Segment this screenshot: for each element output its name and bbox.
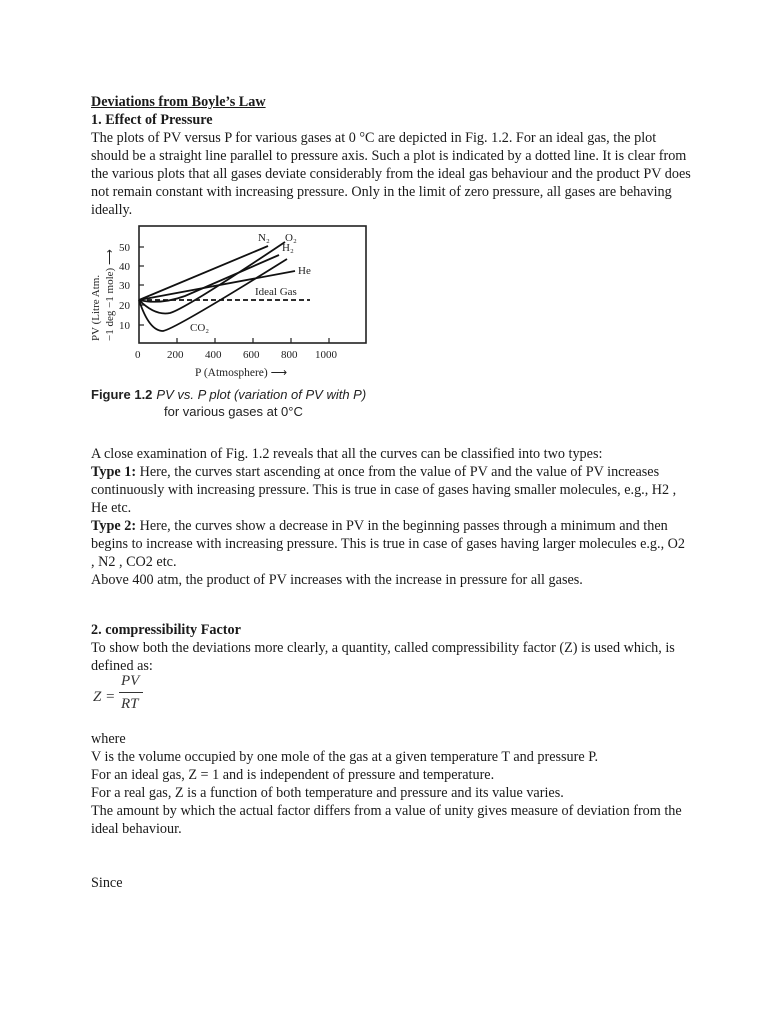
type2-text: Here, the curves show a decrease in PV in the beginning passes through a minimum and then begins to increase with increasing pressure. This is true in case of gases having larger molecules e.g., O2 , N2 , CO2 etc. (91, 518, 685, 570)
svg-text:O₂: O₂ (285, 232, 297, 244)
paragraph-line4: The amount by which the actual factor differs from a value of unity gives measure of deviation from the ideal behaviour. (91, 803, 682, 837)
figure-caption (91, 386, 366, 420)
type2-label: Type 2: (91, 518, 137, 534)
paragraph-line1: V is the volume occupied by one mole of the gas at a given temperature T and pressure P. (91, 749, 599, 765)
svg-text:20: 20 (119, 300, 130, 312)
equation-lhs: Z = (93, 689, 116, 705)
pv-vs-p-chart (85, 221, 385, 386)
svg-text:800: 800 (281, 349, 298, 361)
paragraph-above-400: Above 400 atm, the product of PV increases with the increase in pressure for all gases. (91, 572, 583, 588)
svg-text:40: 40 (119, 261, 130, 273)
paragraph-type2 (91, 517, 691, 571)
svg-text:He: He (298, 265, 311, 277)
paragraph-line3: For a real gas, Z is a function of both temperature and pressure and its value varies. (91, 785, 564, 801)
caption-line2: for various gases at 0°C (164, 404, 303, 419)
svg-text:600: 600 (243, 349, 260, 361)
section-heading-compressibility-factor: 2. compressibility Factor (91, 622, 241, 638)
fraction-bar (119, 692, 143, 693)
type1-text: Here, the curves start ascending at once from the value of PV and the value of PV increases continuously with increasing pressure. This is true in case of gases having smaller molecules, e.g., H2 , He etc. (91, 464, 677, 516)
figure-label: Figure 1.2 (91, 387, 153, 402)
document-title: Deviations from Boyle’s Law (91, 94, 266, 110)
section-heading-effect-of-pressure: 1. Effect of Pressure (91, 112, 213, 128)
paragraph-compressibility-intro: To show both the deviations more clearly, a quantity, called compressibility factor (Z) is used which, is defined as: (91, 640, 675, 674)
equation-numerator: PV (121, 673, 140, 689)
paragraph-where: where (91, 731, 126, 747)
svg-text:P (Atmosphere) ⟶: P (Atmosphere) ⟶ (195, 367, 288, 379)
svg-text:1000: 1000 (315, 349, 337, 361)
type1-label: Type 1: (91, 464, 137, 480)
svg-text:30: 30 (119, 280, 130, 292)
svg-text:PV (Litre Atm.: PV (Litre Atm. (90, 274, 102, 341)
svg-text:0: 0 (135, 349, 141, 361)
svg-text:N₂: N₂ (258, 232, 270, 244)
equation-compressibility-factor (91, 675, 691, 725)
paragraph-since: Since (91, 875, 123, 891)
paragraph-type1 (91, 463, 691, 517)
svg-text:CO₂: CO₂ (190, 322, 210, 334)
document-page (91, 93, 691, 892)
svg-text:−1 deg −1 mole) ⟶: −1 deg −1 mole) ⟶ (104, 249, 116, 341)
figure-pv-vs-p (91, 221, 391, 421)
equation-denominator: RT (121, 696, 139, 712)
svg-text:50: 50 (119, 242, 130, 254)
svg-text:400: 400 (205, 349, 222, 361)
paragraph-intro: The plots of PV versus P for various gases at 0 °C are depicted in Fig. 1.2. For an ideal gas, the plot should be a straight line parallel to pressure axis. Such a plot is indicated by a dotted line. It is clear from the various plots that all gases deviate considerably from the ideal gas behaviour and the product PV does not remain constant with increasing pressure. Only in the limit of zero pressure, all gases are behaving ideally. (91, 130, 691, 218)
svg-text:H₂: H₂ (282, 242, 294, 254)
caption-line1: PV vs. P plot (variation of PV with P) (156, 387, 367, 402)
svg-text:200: 200 (167, 349, 184, 361)
paragraph-line2: For an ideal gas, Z = 1 and is independent of pressure and temperature. (91, 767, 495, 783)
svg-text:Ideal Gas: Ideal Gas (255, 286, 297, 298)
svg-text:10: 10 (119, 320, 130, 332)
paragraph-examination: A close examination of Fig. 1.2 reveals that all the curves can be classified into two types: (91, 446, 603, 462)
